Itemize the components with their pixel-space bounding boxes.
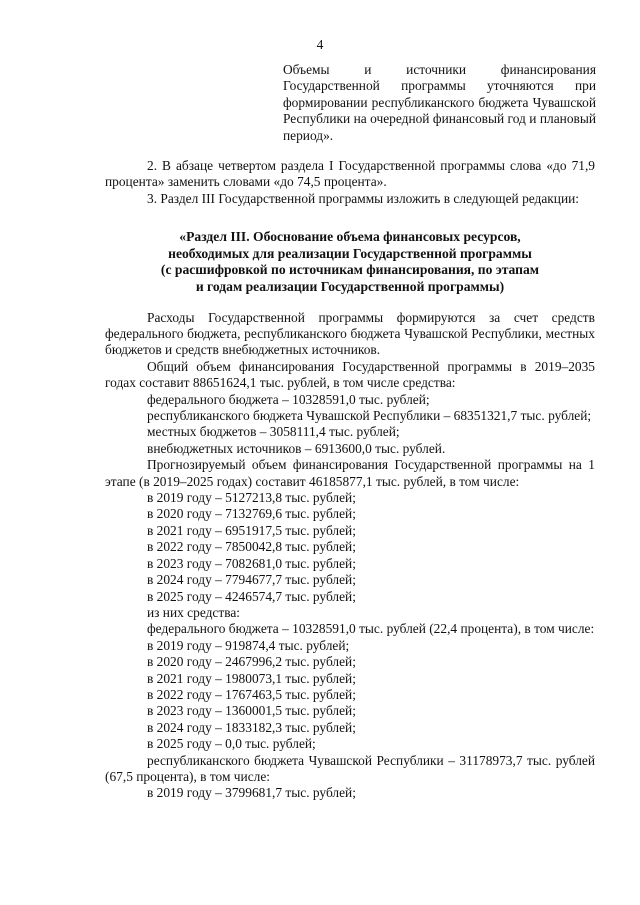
list-item: в 2024 году – 1833182,3 тыс. рублей;: [147, 719, 356, 735]
page-number: 4: [316, 37, 324, 52]
paragraph-amendment-3: 3. Раздел III Государственной программы изложить в следующей редакции:: [147, 190, 580, 206]
main-text: [105, 158, 595, 802]
paragraph-federal-stage1: федерального бюджета – 10328591,0 тыс. рублей (22,4 процента), в том числе:: [147, 621, 595, 637]
list-item: в 2025 году – 4246574,7 тыс. рублей;: [147, 588, 356, 604]
list-item: в 2020 году – 2467996,2 тыс. рублей;: [147, 654, 356, 670]
list-item: в 2021 году – 6951917,5 тыс. рублей;: [147, 522, 356, 538]
list-item: в 2022 году – 1767463,5 тыс. рублей;: [147, 686, 356, 702]
list-item: в 2020 году – 7132769,6 тыс. рублей;: [147, 506, 356, 522]
list-item: в 2019 году – 3799681,7 тыс. рублей;: [147, 785, 356, 801]
paragraph-expenses: Расходы Государственной программы формируются за счет средств федерального бюджета, республиканского бюджета Чувашской Республики, местных бюджетов и средств внебюджетных источников.: [105, 309, 595, 358]
line-local-budgets: местных бюджетов – 3058111,4 тыс. рублей;: [147, 424, 400, 440]
paragraph-total-volume: Общий объем финансирования Государственной программы в 2019–2035 годах составит 88651624,1 тыс. рублей, в том числе средства:: [105, 358, 595, 391]
section-heading-line-1: «Раздел III. Обоснование объема финансовых ресурсов,: [179, 229, 521, 245]
paragraph-amendment-2: 2. В абзаце четвертом раздела I Государственной программы слова «до 71,9 процента» заменить словами «до 74,5 процента».: [105, 158, 595, 190]
list-item: в 2025 году – 0,0 тыс. рублей;: [147, 736, 316, 752]
section-heading-line-3: (с расшифровкой по источникам финансирования, по этапам: [160, 262, 540, 278]
quoted-paragraph: Объемы и источники финансирования Государственной программы уточняются при формировании республиканского бюджета Чувашской Республики на очередной финансовый год и плановый период».: [283, 62, 596, 143]
list-item: в 2019 году – 5127213,8 тыс. рублей;: [147, 490, 356, 506]
list-item: в 2021 году – 1980073,1 тыс. рублей;: [147, 670, 356, 686]
quoted-text-block: [283, 62, 596, 144]
paragraph-stage1-volume: Прогнозируемый объем финансирования Государственной программы на 1 этапе (в 2019–2025 годах) составит 46185877,1 тыс. рублей, в том числе:: [105, 457, 595, 489]
section-heading-line-2: необходимых для реализации Государственной программы: [168, 245, 532, 261]
list-item: в 2023 году – 1360001,5 тыс. рублей;: [147, 703, 356, 719]
list-item: в 2022 году – 7850042,8 тыс. рублей;: [147, 539, 356, 555]
line-federal-budget: федерального бюджета – 10328591,0 тыс. рублей;: [147, 391, 430, 407]
paragraph-republic-stage1: республиканского бюджета Чувашской Республики – 31178973,7 тыс. рублей (67,5 процента), в том числе:: [105, 752, 595, 784]
line-republic-budget: республиканского бюджета Чувашской Республики – 68351321,7 тыс. рублей;: [147, 408, 592, 424]
list-item: в 2023 году – 7082681,0 тыс. рублей;: [147, 555, 356, 571]
section-heading-line-4: и годам реализации Государственной программы): [195, 279, 505, 294]
list-item: в 2024 году – 7794677,7 тыс. рублей;: [147, 572, 356, 588]
section-heading: [105, 229, 595, 295]
list-item: в 2019 году – 919874,4 тыс. рублей;: [147, 637, 350, 653]
line-of-which: из них средства:: [147, 604, 241, 620]
line-extrabudgetary: внебюджетных источников – 6913600,0 тыс. рублей.: [147, 440, 446, 456]
